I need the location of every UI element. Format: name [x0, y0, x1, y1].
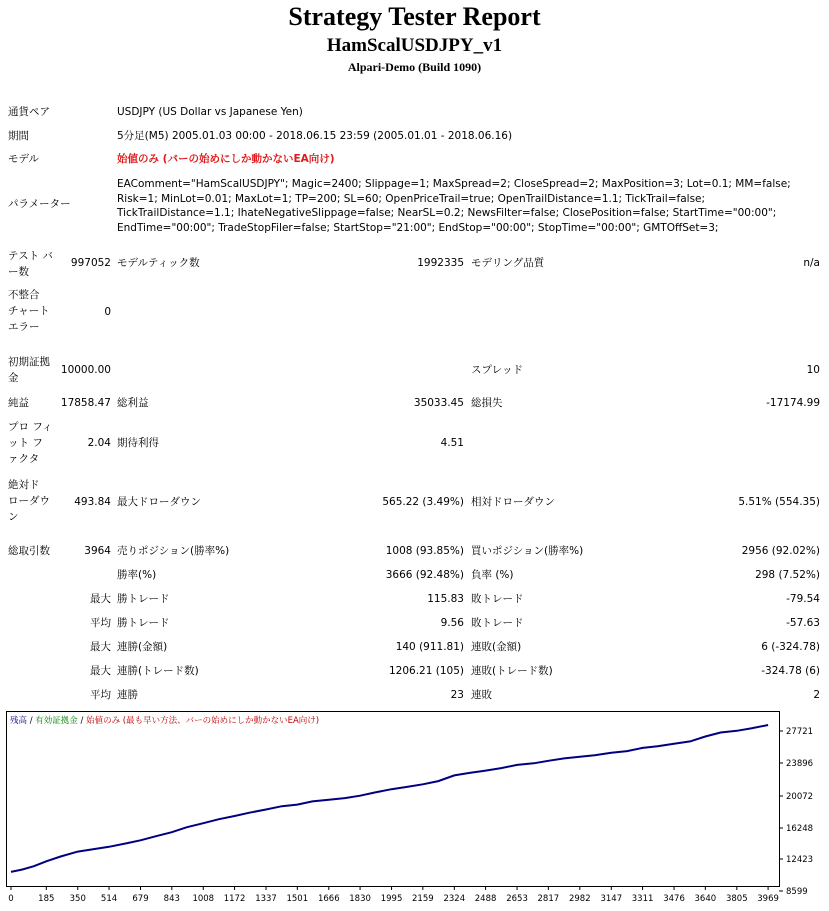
x-tick-label: 2817 [537, 894, 560, 904]
loss-rate-value: 298 (7.52%) [755, 569, 820, 581]
total-trades-label: 総取引数 [8, 545, 50, 557]
gross-loss-value: -17174.99 [766, 397, 820, 409]
y-tick-label: 23896 [786, 759, 814, 769]
largest-win-label: 勝トレード [117, 593, 170, 605]
x-tick-label: 185 [38, 894, 55, 904]
x-tick-label: 2653 [506, 894, 528, 904]
period-value: 5分足(M5) 2005.01.03 00:00 - 2018.06.15 23:59 (2005.01.01 - 2018.06.16) [117, 130, 513, 142]
x-tick-label: 1501 [286, 894, 309, 904]
quality-label: モデリング品質 [471, 257, 545, 269]
payoff-value: 4.51 [440, 437, 464, 449]
x-tick-label: 514 [100, 894, 118, 904]
y-tick-label: 27721 [786, 727, 814, 737]
gross-profit-value: 35033.45 [413, 397, 464, 409]
rel-drawdown-label: 相対ドローダウン [471, 496, 555, 508]
max-cons-wins-value: 140 (911.81) [395, 641, 464, 653]
x-tick-label: 3640 [694, 894, 717, 904]
avg-win-label: 勝トレード [117, 617, 170, 629]
legend-model: 始値のみ (最も早い方法、バーの始めにしか動かないEA向け) [86, 716, 320, 726]
server-build: Alpari-Demo (Build 1090) [347, 60, 482, 74]
report-title: Strategy Tester Report [288, 2, 541, 31]
x-tick-label: 1995 [380, 894, 403, 904]
bars-value: 997052 [70, 257, 111, 269]
x-tick-label: 1830 [349, 894, 371, 904]
x-tick-label: 3969 [757, 894, 779, 904]
win-rate-label: 勝率(%) [117, 569, 157, 581]
expert-name: HamScalUSDJPY_v1 [326, 35, 503, 56]
y-tick-label: 8599 [786, 887, 808, 897]
x-tick-label: 3311 [631, 894, 654, 904]
rel-drawdown-value: 5.51% (554.35) [738, 496, 820, 508]
profit-factor-value: 2.04 [87, 437, 111, 449]
max-cons-losses-value: 6 (-324.78) [761, 641, 820, 653]
maximal-label: 最大 [90, 665, 111, 677]
x-tick-label: 843 [163, 894, 180, 904]
short-positions-value: 1008 (93.85%) [385, 545, 464, 557]
max-cons-loss-label: 連敗(トレード数) [471, 665, 553, 677]
short-positions-label: 売りポジション(勝率%) [117, 545, 230, 557]
period-label: 期間 [8, 130, 29, 142]
x-tick-label: 2982 [568, 894, 591, 904]
bars-label: テスト バー数 [8, 250, 53, 278]
average-label: 平均 [90, 617, 111, 629]
x-tick-label: 1172 [223, 894, 246, 904]
x-tick-label: 2488 [474, 894, 497, 904]
deposit-value: 10000.00 [60, 364, 111, 376]
legend-margin: 有効証拠金 [35, 716, 78, 726]
x-tick-label: 2324 [443, 894, 466, 904]
win-rate-value: 3666 (92.48%) [385, 569, 464, 581]
long-positions-value: 2956 (92.02%) [741, 545, 820, 557]
balance-chart [6, 711, 823, 907]
x-tick-label: 679 [132, 894, 149, 904]
avg-cons-wins-label: 連勝 [117, 689, 138, 701]
avg-cons-losses-label: 連敗 [471, 689, 492, 701]
profit-factor-label: プロ フィット ファクタ [8, 421, 53, 465]
model-value: 始値のみ (バーの始めにしか動かないEA向け) [117, 153, 335, 165]
max-cons-wins-label: 連勝(金額) [117, 641, 168, 653]
y-axis [779, 727, 813, 897]
avg-cons-wins-value: 23 [450, 689, 464, 701]
legend-separator: / [27, 716, 36, 726]
max-cons-profit-value: 1206.21 (105) [389, 665, 464, 677]
abs-drawdown-value: 493.84 [74, 496, 111, 508]
quality-value: n/a [803, 257, 820, 269]
max-cons-losses-label: 連敗(金額) [471, 641, 522, 653]
average2-label: 平均 [90, 689, 111, 701]
model-label: モデル [8, 153, 39, 165]
x-tick-label: 3476 [663, 894, 685, 904]
legend-balance: 残高 [10, 716, 28, 726]
avg-cons-losses-value: 2 [813, 689, 820, 701]
max-cons-profit-label: 連勝(トレード数) [117, 665, 199, 677]
params-value: EAComment="HamScalUSDJPY"; Magic=2400; Slippage=1; MaxSpread=2; CloseSpread=2; MaxPosition=3; Lot=0.1; MM=false; Risk=1; MinLot=0.01; MaxLot=1; TP=200; SL=60; OpenPriceTrail=true; OpenTrailDistance=1.1; TickTrail=false; TickTrailDistance=1.1; IhateNegativeSlippage=false; NearSL=0.2; NewsFilter=false; ClosePosition=false; StartTime="00:00"; EndTime="00:00"; TradeStopFiler=false; StartStop="21:00"; EndStop="00:00"; StopTime="00:00"; GMTOffSet=3; [117, 178, 791, 234]
symbol-value: USDJPY (US Dollar vs Japanese Yen) [117, 106, 303, 118]
max-drawdown-label: 最大ドローダウン [117, 496, 201, 508]
ticks-label: モデルティック数 [117, 257, 200, 269]
x-tick-label: 1008 [192, 894, 215, 904]
x-tick-label: 3805 [725, 894, 748, 904]
legend-separator: / [77, 716, 87, 726]
x-tick-label: 0 [8, 894, 14, 904]
net-label: 純益 [8, 397, 29, 409]
maximum-label: 最大 [90, 641, 111, 653]
y-tick-label: 12423 [786, 855, 814, 865]
symbol-label: 通貨ペア [8, 106, 50, 118]
mismatch-label: 不整合 チャート エラー [8, 289, 50, 333]
net-value: 17858.47 [60, 397, 111, 409]
loss-rate-label: 負率 (%) [471, 569, 514, 581]
gross-loss-label: 総損失 [471, 397, 503, 409]
spread-value: 10 [806, 364, 820, 376]
largest-win-value: 115.83 [427, 593, 464, 605]
y-tick-label: 20072 [786, 792, 814, 802]
chart-legend [10, 714, 319, 726]
y-tick-label: 16248 [786, 824, 814, 834]
gross-profit-label: 総利益 [117, 397, 149, 409]
payoff-label: 期待利得 [117, 437, 159, 449]
mismatch-value: 0 [104, 306, 111, 318]
x-tick-label: 3147 [600, 894, 623, 904]
total-trades-value: 3964 [84, 545, 111, 557]
abs-drawdown-label: 絶対ド ローダウ ン [8, 479, 50, 523]
ticks-value: 1992335 [417, 257, 464, 269]
plot-area [7, 712, 780, 887]
x-axis [8, 886, 779, 904]
x-tick-label: 2159 [412, 894, 434, 904]
avg-loss-label: 敗トレード [471, 617, 524, 629]
deposit-label: 初期証拠 金 [8, 356, 50, 384]
x-tick-label: 1666 [317, 894, 340, 904]
x-tick-label: 1337 [255, 894, 277, 904]
largest-label: 最大 [90, 593, 111, 605]
max-cons-loss-value: -324.78 (6) [761, 665, 820, 677]
spread-label: スプレッド [471, 364, 523, 376]
params-label: パラメーター [8, 198, 71, 210]
avg-loss-value: -57.63 [786, 617, 820, 629]
largest-loss-label: 敗トレード [471, 593, 524, 605]
x-tick-label: 350 [69, 894, 86, 904]
avg-win-value: 9.56 [440, 617, 464, 629]
max-drawdown-value: 565.22 (3.49%) [382, 496, 464, 508]
largest-loss-value: -79.54 [786, 593, 820, 605]
long-positions-label: 買いポジション(勝率%) [471, 545, 584, 557]
